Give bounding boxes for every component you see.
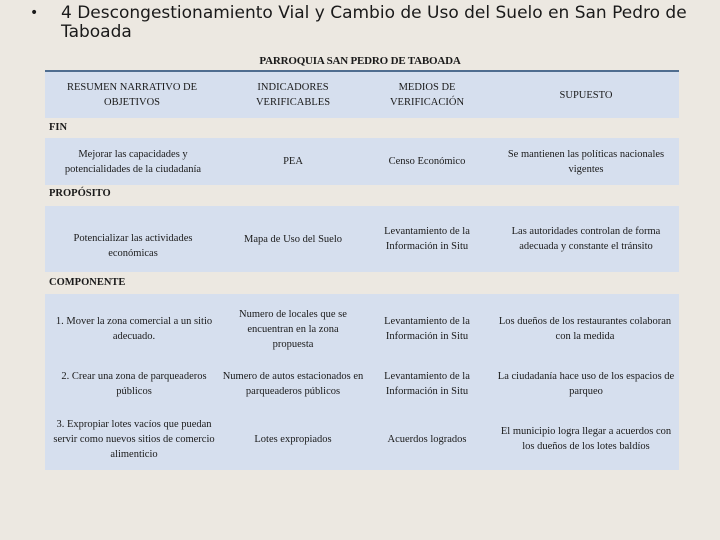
- title-bullet: •: [30, 5, 39, 21]
- table-row-proposito-objective: Potencializar las actividades económicas: [73, 233, 193, 259]
- table-row-proposito-assumption: Las autoridades controlan de forma adecuada y constante el tránsito: [511, 226, 661, 252]
- header-objectives: RESUMEN NARRATIVO DE OBJETIVOS: [66, 82, 198, 108]
- table-row-componente-1-indicator: Numero de locales que se encuentran en la zona propuesta: [239, 308, 347, 350]
- table-row-fin-indicator: PEA: [283, 156, 303, 167]
- header-assumption: SUPUESTO: [559, 89, 613, 101]
- table-row-proposito-verification: Levantamiento de la Información in Situ: [384, 226, 470, 252]
- title-text: 4 Descongestionamiento Vial y Cambio de Uso del Suelo en San Pedro de Taboada: [61, 3, 687, 42]
- table-row-componente-2-objective: 2. Crear una zona de parqueaderos públicos: [61, 371, 207, 397]
- slide-title: [30, 4, 700, 42]
- table-row-componente-3-verification: Acuerdos logrados: [387, 433, 467, 445]
- section-label-componente: COMPONENTE: [49, 277, 126, 288]
- header-indicators: INDICADORES VERIFICABLES: [255, 82, 331, 108]
- table-row-componente-3-assumption: El municipio logra llegar a acuerdos con los dueños de los lotes baldíos: [500, 426, 672, 452]
- table-row-proposito-indicator: Mapa de Uso del Suelo: [244, 233, 342, 245]
- table-row-componente-1-assumption: Los dueños de los restaurantes colaboran con la medida: [498, 316, 672, 342]
- table-row-componente-1-verification: Levantamiento de la Información in Situ: [384, 316, 470, 342]
- table-row-componente-3-indicator: Lotes expropiados: [254, 433, 332, 445]
- table-row-componente-2-assumption: La ciudadanía hace uso de los espacios de parqueo: [497, 371, 675, 397]
- table-row-componente-3-objective: 3. Expropiar lotes vacíos que puedan servir como nuevos sitios de comercio alimenticio: [53, 418, 215, 460]
- section-label-proposito: PROPÓSITO: [49, 188, 111, 199]
- section-label-fin: FIN: [49, 122, 68, 133]
- table-row-fin-assumption: Se mantienen las políticas nacionales vigentes: [507, 148, 665, 175]
- table-caption: PARROQUIA SAN PEDRO DE TABOADA: [259, 55, 461, 67]
- table-row-fin-objective: Mejorar las capacidades y potencialidades de la ciudadanía: [64, 148, 202, 175]
- table-row-componente-2-verification: Levantamiento de la Información in Situ: [384, 371, 470, 397]
- header-verification: MEDIOS DE VERIFICACIÓN: [389, 82, 465, 108]
- table-row-fin-verification: Censo Económico: [388, 156, 466, 167]
- table-row-componente-2-indicator: Numero de autos estacionados en parqueaderos públicos: [222, 371, 364, 397]
- table-row-componente-1-objective: 1. Mover la zona comercial a un sitio adecuado.: [55, 316, 213, 342]
